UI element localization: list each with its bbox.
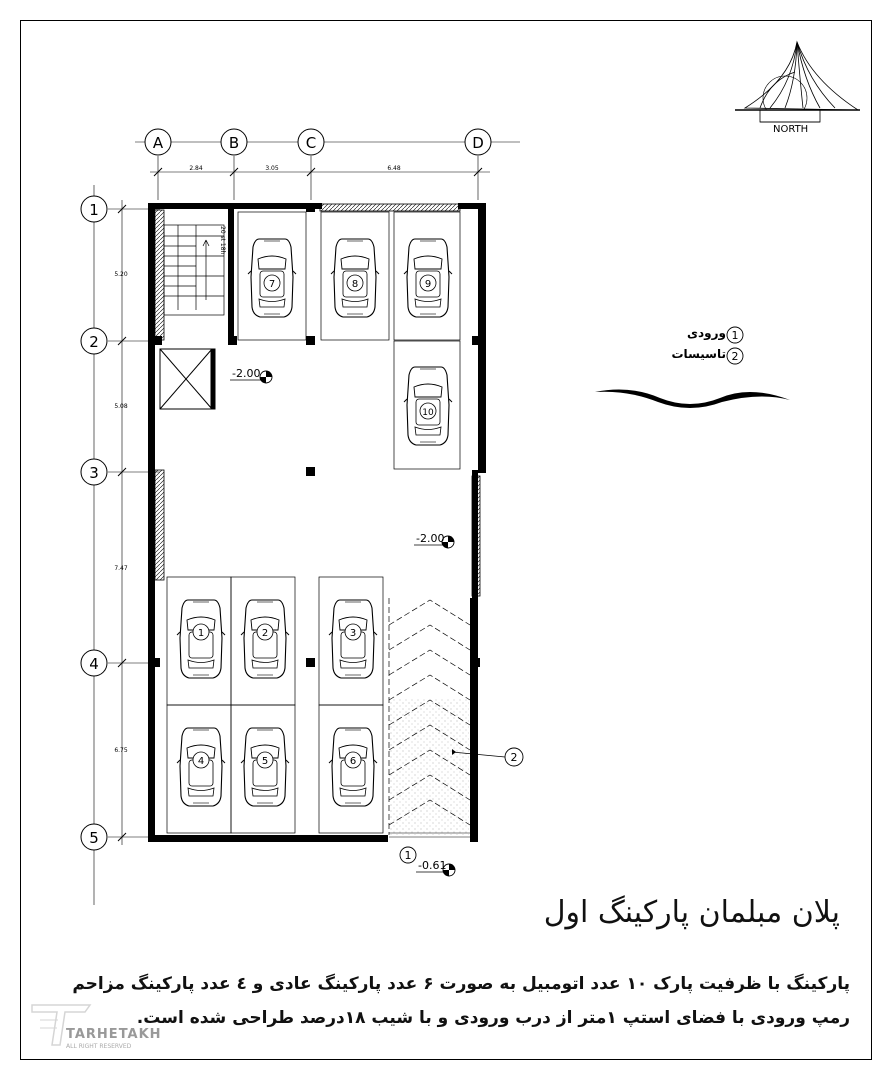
level-text-3: -0.61: [418, 859, 447, 872]
legend-number-2: 2: [731, 350, 739, 363]
stair-note: 20 st 18h: [219, 226, 226, 255]
span-4-5: 6.75: [114, 747, 128, 754]
car-number-9: 9: [424, 279, 432, 290]
decorative-wave: [595, 390, 790, 408]
watermark-sub: ALL RIGHT RESERVED: [66, 1043, 132, 1050]
plan-description-line-1: پارکینگ با ظرفیت پارک ۱۰ عدد اتومبیل به صورت ۶ عدد پارکینگ عادی و ٤ عدد پارکینگ مزاحم: [72, 974, 850, 994]
legend-item-entrance: [640, 326, 726, 342]
car-number-5: 5: [261, 756, 269, 767]
north-arrow-icon: [735, 42, 860, 122]
legend-label-entrance: ورودی: [687, 326, 726, 340]
grid-bubble-A: [145, 129, 171, 155]
car-number-3: 3: [349, 628, 357, 639]
north-label: NORTH: [773, 124, 809, 135]
level-text-1: -2.00: [232, 367, 261, 380]
legend-item-facilities: [640, 347, 726, 363]
grid-label-1: 1: [89, 201, 99, 219]
grid-label-5: 5: [89, 829, 99, 847]
car-3: [329, 600, 377, 678]
grid-bubble-4: [81, 650, 107, 676]
car-2: [241, 600, 289, 678]
span-b-c: 3.05: [265, 165, 279, 172]
span-a-b: 2.84: [189, 165, 203, 172]
marker-1-entry: [400, 847, 416, 863]
grid-label-A: A: [152, 134, 164, 152]
grid-bubble-5: [81, 824, 107, 850]
level-text-2: -2.00: [416, 532, 445, 545]
car-number-4: 4: [197, 756, 205, 767]
car-4: [177, 728, 225, 806]
legend-label-facilities: تاسیسات: [671, 347, 726, 361]
car-number-2: 2: [261, 628, 269, 639]
grid-bubble-B: [221, 129, 247, 155]
car-number-8: 8: [351, 279, 359, 290]
grid-label-C: C: [305, 134, 317, 152]
car-10: [404, 367, 452, 445]
span-1-2: 5.20: [114, 271, 128, 278]
staircase: [164, 225, 224, 315]
car-number-1: 1: [197, 628, 205, 639]
level-marker-1: [230, 367, 272, 383]
elevator-shaft: [160, 349, 215, 409]
grid-bubble-C: [298, 129, 324, 155]
car-6: [329, 728, 377, 806]
car-7: [248, 239, 296, 317]
grid-label-2: 2: [89, 333, 99, 351]
grid-label-3: 3: [89, 464, 99, 482]
grid-bubble-3: [81, 459, 107, 485]
car-number-10: 10: [422, 408, 434, 418]
car-number-7: 7: [268, 279, 276, 290]
legend-number-1: 1: [731, 329, 739, 342]
level-marker-2: [414, 532, 454, 548]
car-number-6: 6: [349, 756, 357, 767]
plan-title: پلان مبلمان پارکینگ اول: [543, 895, 840, 930]
car-8: [331, 239, 379, 317]
plan-description-line-2: رمپ ورودی با فضای استپ ۱متر از درب ورودی و با شیب ۱۸درصد طراحی شده است.: [136, 1008, 850, 1028]
marker-2-number: 2: [510, 751, 518, 764]
legend-markers: [727, 327, 743, 364]
grid-bubble-2: [81, 328, 107, 354]
grid-bubble-1: [81, 196, 107, 222]
car-5: [241, 728, 289, 806]
grid-label-D: D: [472, 134, 484, 152]
car-9: [404, 239, 452, 317]
span-c-d: 6.48: [387, 165, 401, 172]
span-2-3: 5.08: [114, 403, 128, 410]
span-3-4: 7.47: [114, 565, 128, 572]
grid-label-B: B: [228, 134, 240, 152]
grid-bubble-D: [465, 129, 491, 155]
marker-1-number: 1: [404, 849, 412, 862]
car-1: [177, 600, 225, 678]
level-marker-3: [416, 859, 455, 876]
grid-label-4: 4: [89, 655, 99, 673]
watermark-brand: TARHETAKH: [66, 1027, 162, 1042]
entry-ramp: [389, 598, 470, 837]
